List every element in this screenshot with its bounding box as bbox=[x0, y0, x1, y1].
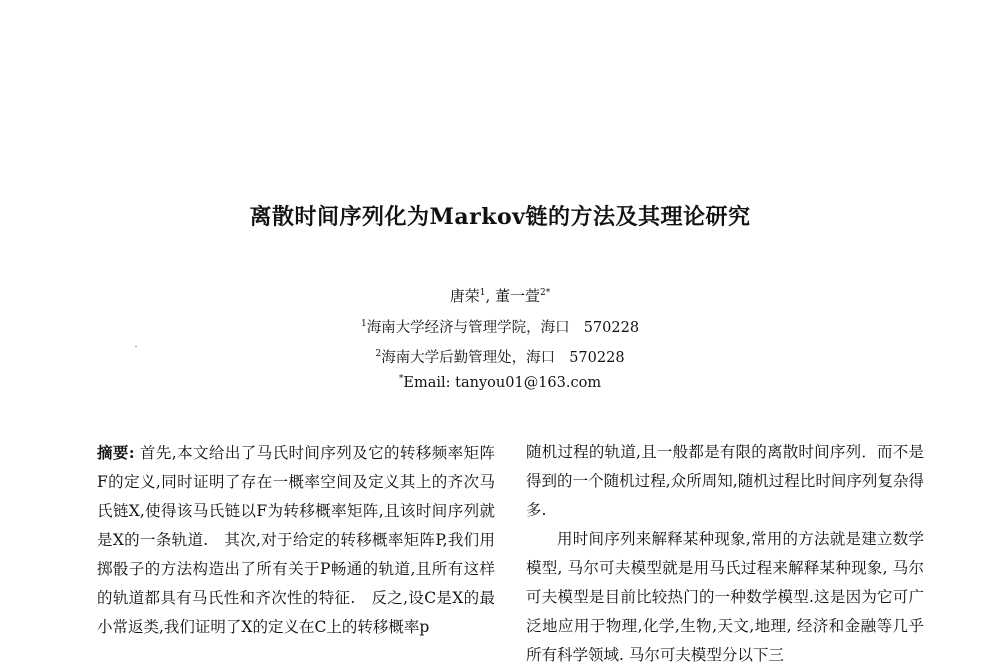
affiliation-2 bbox=[0, 346, 1000, 367]
email-line bbox=[0, 375, 1000, 391]
paper-title: 离散时间序列化为Markov链的方法及其理论研究 bbox=[249, 204, 751, 230]
author-2-sup: 2* bbox=[540, 288, 551, 298]
affiliation-2-zip: 570228 bbox=[569, 350, 625, 366]
email-sup: * bbox=[398, 374, 404, 384]
abstract-text: 首先,本文给出了马氏时间序列及它的转移频率矩阵F的定义,同时证明了存在一概率空间及定义其上的齐次马氏链X,使得该马氏链以F为转移概率矩阵,且该时间序列就是X的一条轨道. 其次,对于给定的转移概率矩阵P,我们用掷骰子的方法构造出了所有关于P畅通的轨道,且所有这样的轨道都具有马氏性和齐次性的特征. 反之,设C是X的最小常返类,我们证明了X的定义在C上的转移概率p bbox=[97, 444, 495, 636]
author-separator: , bbox=[485, 287, 496, 305]
right-column bbox=[526, 438, 924, 670]
right-paragraph-1: 随机过程的轨道,且一般都是有限的离散时间序列．而不是得到的一个随机过程,众所周知,随机过程比时间序列复杂得多. bbox=[526, 443, 924, 519]
scan-speck bbox=[135, 346, 137, 347]
affiliation-2-text: 海南大学后勤管理处，海口 bbox=[381, 350, 556, 366]
email-text: Email: tanyou01@163.com bbox=[403, 375, 602, 391]
author-1-sup: 1 bbox=[479, 288, 486, 298]
affiliation-1-sup: 1 bbox=[360, 319, 367, 329]
abstract-paragraph bbox=[97, 438, 495, 642]
author-line bbox=[0, 285, 1000, 306]
left-column bbox=[97, 438, 495, 642]
affiliation-2-sup: 2 bbox=[375, 349, 382, 359]
author-2: 董一萱 bbox=[495, 287, 541, 305]
abstract-label: 摘要: bbox=[97, 443, 135, 462]
right-paragraph-2: 用时间序列来解释某种现象,常用的方法就是建立数学模型, 马尔可夫模型就是用马氏过程来解释某种现象, 马尔可夫模型是目前比较热门的一种数学模型.这是因为它可广泛地应用于物理,化学,生物,天文,地理, 经济和金融等几乎所有科学领域. 马尔可夫模型分以下三 bbox=[526, 530, 924, 664]
affiliation-1 bbox=[0, 316, 1000, 337]
author-1: 唐荣 bbox=[449, 287, 480, 305]
affiliation-1-text: 海南大学经济与管理学院，海口 bbox=[366, 320, 570, 336]
affiliation-1-zip: 570228 bbox=[583, 320, 640, 336]
